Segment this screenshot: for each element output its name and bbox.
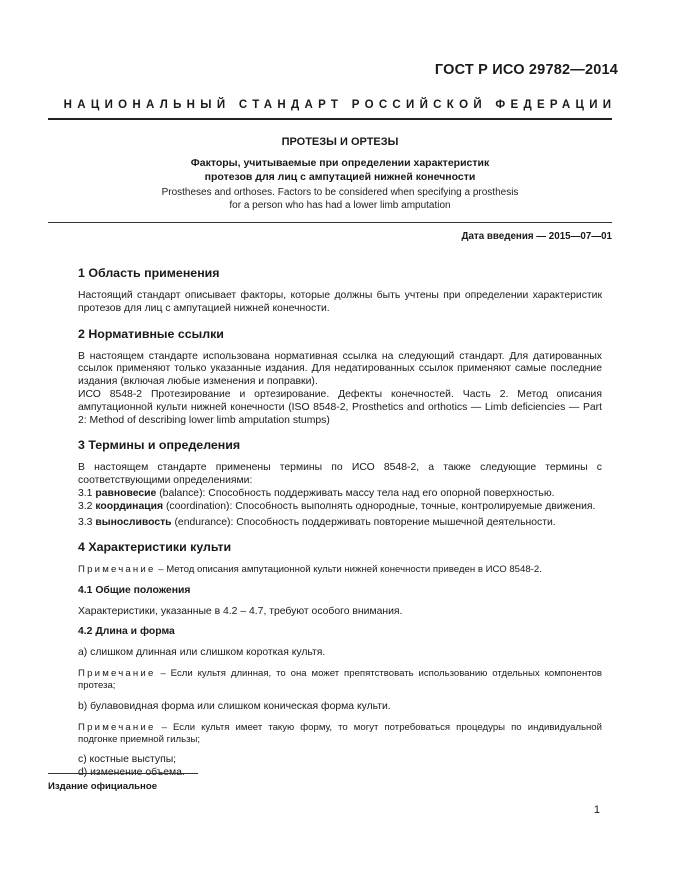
term-3-2-definition: (coordination): Способность выполнять однородные, точные, контролируемые движения.: [165, 500, 596, 512]
section-3-heading: 3 Термины и определения: [78, 438, 241, 453]
note-1: [78, 564, 602, 576]
note-3: [78, 722, 602, 747]
section-2-paragraph-1: В настоящем стандарте использована нормативная ссылка на следующий стандарт. Для датированных ссылок применяют только указанные издания. Для недатированных ссылок применяют самые последние издания (включая любые изменения и поправки).: [78, 350, 602, 388]
subsection-4-1-paragraph: Характеристики, указанные в 4.2 – 4.7, требуют особого внимания.: [78, 605, 403, 617]
list-item-b: b) булавовидная форма или слишком коническая форма культи.: [78, 700, 391, 712]
list-item-a: а) слишком длинная или слишком короткая культя.: [78, 647, 326, 659]
note-2-label: Примечание: [78, 667, 156, 679]
title-rule: [48, 222, 612, 223]
note-3-label: Примечание: [78, 721, 156, 733]
standard-subtitle: [48, 156, 632, 184]
english-title-line-1: Prostheses and orthoses. Factors to be considered when specifying a prosthesis: [161, 187, 519, 198]
term-3-1: [78, 488, 602, 501]
term-3-3-definition: (endurance): Способность поддерживать повторение мышечной деятельности.: [174, 516, 556, 528]
document-body: [78, 266, 602, 780]
term-3-2-term: координация: [95, 500, 164, 512]
term-3-3-number: 3.3: [78, 516, 93, 528]
term-3-1-number: 3.1: [78, 487, 93, 499]
term-3-3-term: выносливость: [95, 516, 172, 528]
note-2-text: – Если культя длинная, то она может препятствовать использованию отдельных компонентов протеза;: [78, 667, 602, 692]
english-title-line-2: for a person who has had a lower limb amputation: [229, 200, 451, 211]
term-3-2: [78, 501, 602, 514]
header-rule: [48, 118, 612, 120]
note-1-text: – Метод описания ампутационной культи нижней конечности приведен в ИСО 8548-2.: [158, 564, 542, 576]
section-4-heading: 4 Характеристики культи: [78, 540, 232, 555]
standard-title: ПРОТЕЗЫ И ОРТЕЗЫ: [281, 136, 399, 148]
section-1-heading: 1 Область применения: [78, 266, 220, 280]
term-3-2-number: 3.2: [78, 500, 93, 512]
note-1-label: Примечание: [78, 564, 156, 576]
term-3-1-definition: (balance): Способность поддерживать массу тела над его опорной поверхностью.: [159, 487, 555, 499]
national-standard-banner: НАЦИОНАЛЬНЫЙ СТАНДАРТ РОССИЙСКОЙ ФЕДЕРАЦИИ: [63, 99, 617, 111]
list-item-d: d) изменение объема.: [78, 767, 185, 779]
introduction-date: Дата введения — 2015—07—01: [461, 231, 612, 242]
subtitle-line-1: Факторы, учитываемые при определении характеристик: [190, 157, 490, 169]
document-code: ГОСТ Р ИСО 29782—2014: [434, 62, 618, 78]
english-title: [48, 186, 632, 212]
section-3-paragraph: В настоящем стандарте применены термины по ИСО 8548-2, а также следующие термины с соответствующими определениями:: [78, 462, 602, 487]
official-edition-label: Издание официальное: [48, 781, 158, 792]
section-2-paragraph-2: ИСО 8548-2 Протезирование и ортезирование. Дефекты конечностей. Часть 2. Метод описания ампутационной культи нижней конечности (ISO 8548-2, Prosthetics and orthotics — Limb deficiencies — Part 2: Method of describing lower limb amputation stumps): [78, 388, 602, 426]
term-3-3: [78, 517, 602, 530]
subsection-4-2-heading: 4.2 Длина и форма: [78, 626, 175, 638]
note-2: [78, 668, 602, 693]
subsection-4-1-heading: 4.1 Общие положения: [78, 584, 191, 596]
note-3-text: – Если культя имеет такую форму, то могут потребоваться процедуры по индивидуальной подгонке приемной гильзы;: [78, 721, 602, 745]
page-number: 1: [593, 804, 600, 816]
subtitle-line-2: протезов для лиц с ампутацией нижней конечности: [204, 171, 476, 183]
footer-rule: [48, 773, 198, 774]
list-item-c: c) костные выступы;: [78, 754, 177, 766]
term-3-1-term: равновесие: [95, 487, 157, 499]
section-1-paragraph: Настоящий стандарт описывает факторы, которые должны быть учтены при определении характеристик протезов для лиц с ампутацией нижней конечности.: [78, 290, 602, 314]
section-2-heading: 2 Нормативные ссылки: [78, 326, 224, 341]
